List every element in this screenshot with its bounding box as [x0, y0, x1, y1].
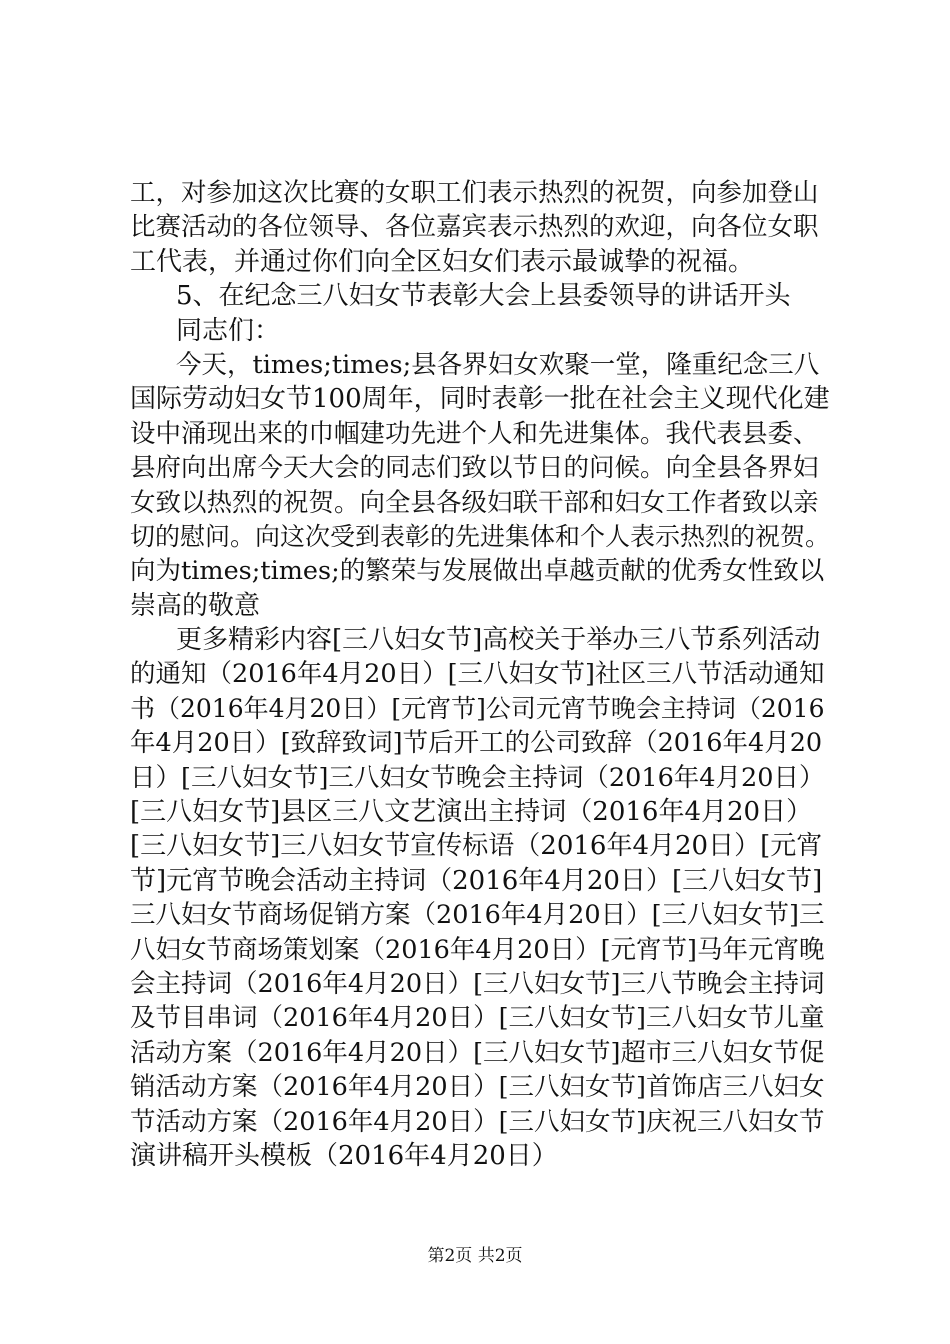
- text-line: 的通知（2016年4月20日）[三八妇女节]社区三八节活动通知: [130, 659, 825, 690]
- text-line: 切的慰问。向这次受到表彰的先进集体和个人表示热烈的祝贺。: [130, 521, 831, 551]
- text-line: 及节目串词（2016年4月20日）[三八妇女节]三八妇女节儿童: [130, 1003, 825, 1034]
- speech-paragraph: [130, 348, 830, 623]
- text-line: 年4月20日）[致辞致词]节后开工的公司致辞（2016年4月20: [130, 728, 823, 759]
- text-line: 会主持词（2016年4月20日）[三八妇女节]三八节晚会主持词: [130, 968, 825, 999]
- text-line: 向为times;times;的繁荣与发展做出卓越贡献的优秀女性致以: [130, 556, 825, 587]
- text-line: 比赛活动的各位领导、各位嘉宾表示热烈的欢迎，向各位女职: [130, 212, 819, 243]
- text-line: 工代表，并通过你们向全区妇女们表示最诚挚的祝福。: [130, 246, 755, 277]
- document-body: [130, 176, 830, 1173]
- section-heading: 5、在纪念三八妇女节表彰大会上县委领导的讲话开头: [176, 281, 791, 312]
- text-line: 设中涌现出来的巾帼建功先进个人和先进集体。我代表县委、: [130, 418, 819, 449]
- text-line: 演讲稿开头模板（2016年4月20日）: [130, 1140, 558, 1171]
- text-line: [三八妇女节]三八妇女节宣传标语（2016年4月20日）[元宵: [130, 831, 823, 862]
- text-line: 书（2016年4月20日）[元宵节]公司元宵节晚会主持词（2016: [130, 693, 825, 723]
- related-content-paragraph: [130, 623, 830, 1173]
- text-line: 崇高的敬意: [130, 590, 261, 621]
- salutation: 同志们：: [176, 315, 281, 346]
- text-line: 活动方案（2016年4月20日）[三八妇女节]超市三八妇女节促: [130, 1037, 825, 1068]
- text-line: 八妇女节商场策划案（2016年4月20日）[元宵节]马年元宵晚: [130, 934, 825, 965]
- page-indicator: 第2页 共2页: [427, 1246, 523, 1266]
- text-line: 县府向出席今天大会的同志们致以节日的问候。向全县各界妇: [130, 453, 819, 484]
- text-line: 工，对参加这次比赛的女职工们表示热烈的祝贺，向参加登山: [130, 178, 819, 208]
- text-line: 今天，times;times;县各界妇女欢聚一堂，隆重纪念三八: [176, 349, 820, 380]
- text-line: 更多精彩内容[三八妇女节]高校关于举办三八节系列活动: [176, 625, 821, 656]
- text-line: 日）[三八妇女节]三八妇女节晚会主持词（2016年4月20日）: [130, 762, 825, 793]
- text-line: 销活动方案（2016年4月20日）[三八妇女节]首饰店三八妇女: [130, 1072, 825, 1103]
- text-line: 三八妇女节商场促销方案（2016年4月20日）[三八妇女节]三: [130, 900, 825, 931]
- text-line: 国际劳动妇女节100周年，同时表彰一批在社会主义现代化建: [130, 384, 830, 415]
- page-footer: [0, 1244, 950, 1268]
- text-line: 节活动方案（2016年4月20日）[三八妇女节]庆祝三八妇女节: [130, 1106, 825, 1137]
- text-line: [三八妇女节]县区三八文艺演出主持词（2016年4月20日）: [130, 797, 813, 828]
- paragraph-continuation: [130, 176, 830, 279]
- text-line: 节]元宵节晚会活动主持词（2016年4月20日）[三八妇女节]: [130, 865, 823, 896]
- text-line: 女致以热烈的祝贺。向全县各级妇联干部和妇女工作者致以亲: [130, 487, 819, 518]
